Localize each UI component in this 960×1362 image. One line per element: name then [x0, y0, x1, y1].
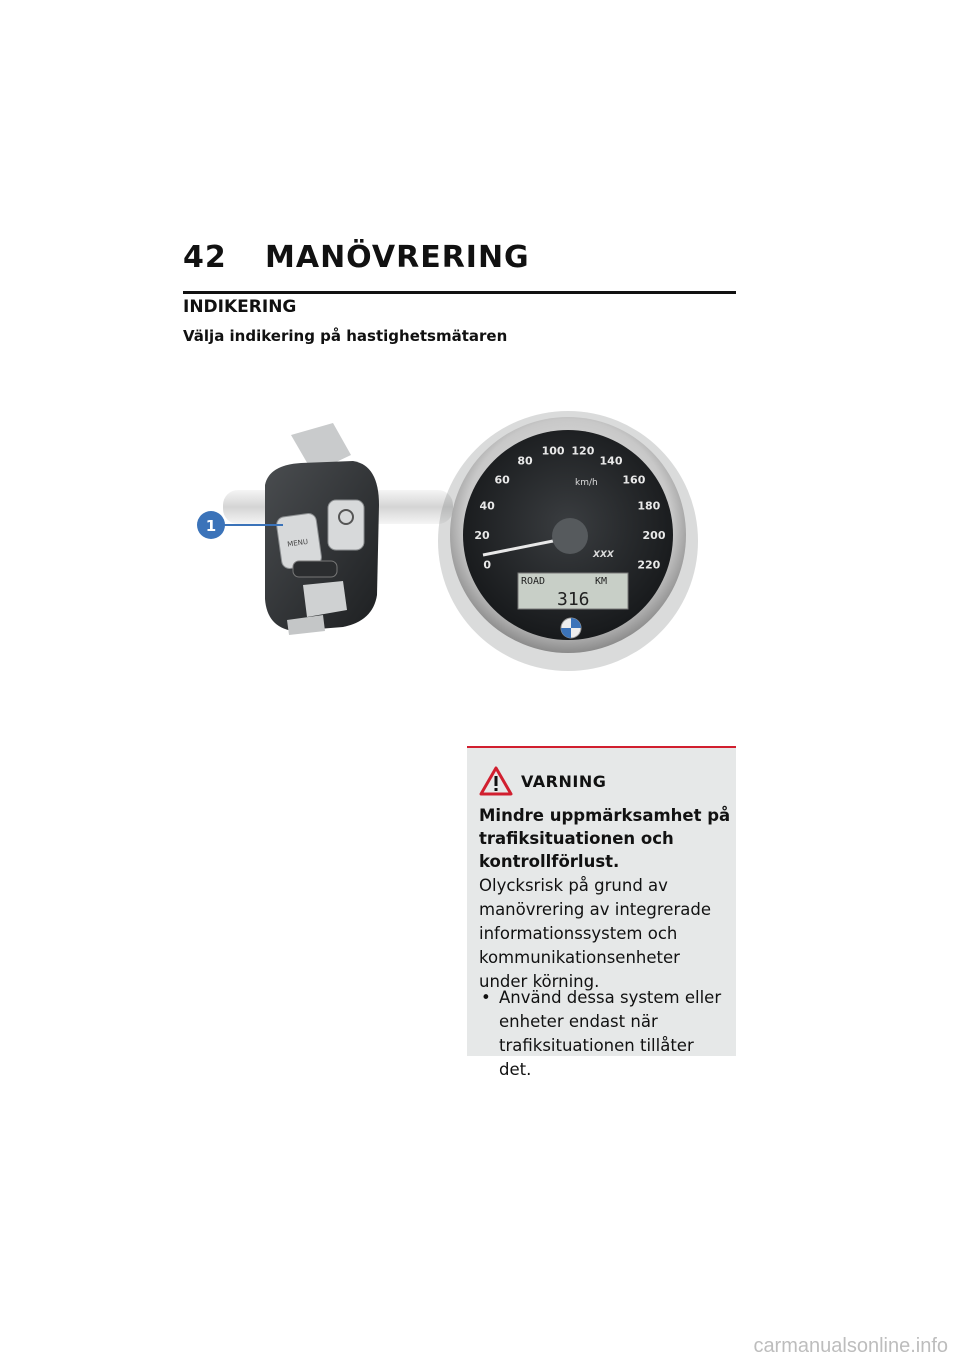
speed-tick-label: 100: [541, 444, 565, 458]
callout-number: 1: [205, 517, 217, 535]
handlebar-switch-illustration: [223, 423, 453, 635]
speed-tick-label: 220: [637, 558, 661, 572]
warning-bullet: [479, 986, 731, 1082]
speed-tick-label: 140: [599, 454, 623, 468]
speedometer-badge: XXX: [593, 550, 614, 560]
speed-tick-label: 60: [494, 473, 510, 487]
speed-tick-label: 40: [479, 499, 495, 513]
display-value: 316: [557, 589, 590, 610]
subsection-title: Välja indikering på hastighetsmätaren: [183, 327, 508, 345]
section-title: INDIKERING: [183, 297, 297, 317]
speed-tick-label: 180: [637, 499, 661, 513]
footer-watermark: carmanualsonline.info: [753, 1335, 948, 1357]
speed-tick-label: 0: [483, 558, 492, 572]
menu-button-label: MENU: [286, 537, 309, 549]
bullet-dot: •: [481, 988, 491, 1007]
warning-text: Olycksrisk på grund av manövrering av integrerade informationssystem och kommunikationsenheter under körning.: [479, 876, 711, 991]
speed-tick-label: 200: [642, 529, 666, 542]
figure-handlebar-and-speedometer: [183, 395, 736, 715]
warning-box: [467, 746, 736, 1079]
warning-triangle-icon: [479, 766, 513, 796]
header-rule: [183, 291, 736, 294]
chapter-title: MANÖVRERING: [265, 240, 530, 275]
warning-label: VARNING: [521, 772, 607, 791]
speed-tick-label: 20: [474, 529, 490, 542]
speed-unit: km/h: [575, 478, 598, 488]
speedometer-illustration: [438, 411, 698, 671]
display-mode: ROAD: [521, 576, 546, 587]
speed-tick-label: 160: [622, 473, 646, 487]
warning-bullet-text: Använd dessa system eller enheter endast när trafiksituationen tillåter det.: [499, 988, 722, 1079]
display-unit: KM: [595, 576, 608, 587]
warning-lead: Mindre uppmärksamhet på trafiksituationen och kontrollförlust.: [479, 806, 731, 871]
speed-tick-label: 80: [517, 454, 533, 468]
speed-tick-label: 120: [571, 444, 595, 458]
page-number: 42: [183, 240, 227, 275]
